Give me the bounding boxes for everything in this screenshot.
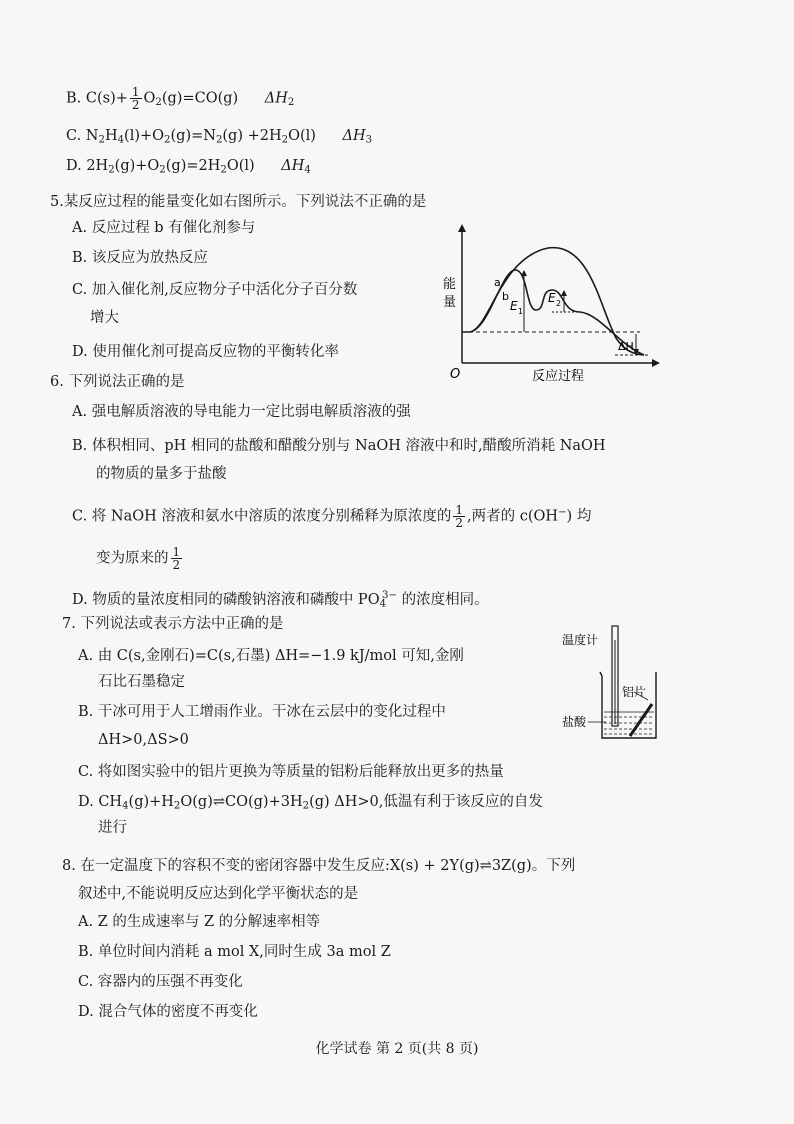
- q4-option-d: D. $2H_2(g)+O_2(g)=2H_2O(l)$ $\Delta H_4$: [66, 158, 311, 176]
- acid-label: 盐酸: [562, 715, 587, 729]
- q8-stem-line1: 8. 在一定温度下的容积不变的密闭容器中发生反应:X(s) + 2Y(g)⇌3Z(g)。下列: [62, 858, 576, 874]
- q8-option-d: D. 混合气体的密度不再变化: [78, 1004, 258, 1020]
- e2-arrow-icon: [561, 290, 567, 296]
- fraction: $\frac{1}{2}$: [172, 545, 181, 572]
- curve-b-label: b: [502, 290, 509, 303]
- curve-a-label: a: [494, 276, 501, 289]
- q6-option-b-line1: B. 体积相同、pH 相同的盐酸和醋酸分别与 NaOH 溶液中和时,醋酸所消耗 NaOH: [72, 438, 606, 454]
- x-axis-label: 反应过程: [532, 369, 585, 384]
- q7-option-d-line2: 进行: [98, 820, 127, 836]
- q5-option-c-line1: C. 加入催化剂,反应物分子中活化分子百分数: [72, 282, 358, 298]
- q8-stem-line2: 叙述中,不能说明反应达到化学平衡状态的是: [78, 886, 359, 902]
- q7-option-c: C. 将如图实验中的铝片更换为等质量的铝粉后能释放出更多的热量: [78, 764, 504, 780]
- x-axis-arrow-icon: [652, 359, 660, 367]
- e1-label-sub: 1: [518, 307, 524, 316]
- q4-option-b: B. C(s)+ $\frac{1}{2}$ $O_2(g)=CO(g)$ $\Delta H_2$: [66, 85, 295, 112]
- page-footer: 化学试卷 第 2 页(共 8 页): [315, 1041, 479, 1057]
- q6-option-c-line2: 变为原来的 $\frac{1}{2}$: [96, 545, 181, 572]
- q6-option-a: A. 强电解质溶液的导电能力一定比弱电解质溶液的强: [72, 404, 411, 420]
- q5-option-d: D. 使用催化剂可提高反应物的平衡转化率: [72, 344, 339, 360]
- fraction: $\frac{1}{2}$: [455, 503, 464, 530]
- q8-option-b: B. 单位时间内消耗 a mol X,同时生成 3a mol Z: [78, 944, 391, 960]
- q7-option-d-line1: D. $CH_4(g)+H_2O(g)\rightleftharpoons CO(g)+3H_2(g)$ ΔH>0,低温有利于该反应的自发: [78, 794, 543, 812]
- q6-option-d: D. 物质的量浓度相同的磷酸钠溶液和磷酸中 $PO_4^{3-}$ 的浓度相同。: [72, 590, 489, 610]
- y-axis-label-2: 量: [443, 295, 457, 310]
- e1-arrow-icon: [521, 270, 527, 276]
- e2-label: E: [548, 291, 556, 305]
- e2-label-sub: 2: [556, 299, 562, 308]
- q7-stem: 7. 下列说法或表示方法中正确的是: [62, 616, 284, 632]
- q7-option-b-line2: ΔH>0,ΔS>0: [98, 732, 189, 748]
- e1-label: E: [510, 299, 518, 313]
- thermometer-label: 温度计: [562, 633, 599, 647]
- q6-stem: 6. 下列说法正确的是: [50, 374, 185, 390]
- q6-option-c-line1: C. 将 NaOH 溶液和氨水中溶质的浓度分别稀释为原浓度的 $\frac{1}{2}$ ,两者的 c(OH−) 均: [72, 503, 592, 530]
- dh-label: ΔH: [618, 340, 634, 353]
- energy-diagram: [440, 218, 665, 388]
- beaker-diagram: [560, 620, 670, 745]
- fraction: $\frac{1}{2}$: [131, 85, 140, 112]
- q8-option-c: C. 容器内的压强不再变化: [78, 974, 243, 990]
- q8-option-a: A. Z 的生成速率与 Z 的分解速率相等: [78, 914, 321, 930]
- aluminum-foil-icon: [630, 704, 652, 736]
- origin-label: O: [450, 367, 461, 382]
- q7-option-a-line1: A. 由 C(s,金刚石)=C(s,石墨) ΔH=−1.9 kJ/mol 可知,金刚: [78, 648, 464, 664]
- beaker-icon: [600, 672, 656, 738]
- q4-option-c: C. $N_2H_4(l)+O_2(g)=N_2(g) +2H_2O(l)$ $\Delta H_3$: [66, 128, 373, 146]
- q7-option-a-line2: 石比石墨稳定: [98, 674, 185, 690]
- q7-option-b-line1: B. 干冰可用于人工增雨作业。干冰在云层中的变化过程中: [78, 704, 446, 720]
- foil-label: 铝片: [622, 685, 647, 699]
- y-axis-arrow-icon: [458, 224, 466, 232]
- q5-option-b: B. 该反应为放热反应: [72, 250, 208, 266]
- q5-option-a: A. 反应过程 b 有催化剂参与: [72, 220, 256, 236]
- q5-stem: 5.某反应过程的能量变化如右图所示。下列说法不正确的是: [50, 194, 427, 210]
- y-axis-label-1: 能: [443, 277, 457, 292]
- q5-option-c-line2: 增大: [90, 310, 119, 326]
- q6-option-b-line2: 的物质的量多于盐酸: [96, 466, 227, 482]
